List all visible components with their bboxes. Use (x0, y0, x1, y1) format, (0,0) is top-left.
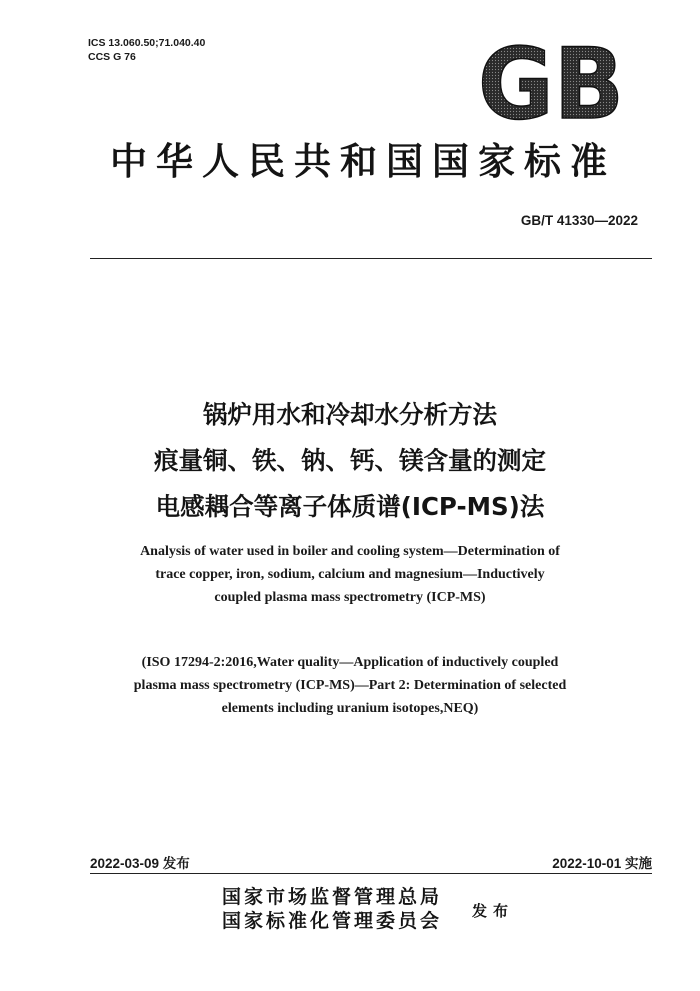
gb-logo (476, 38, 626, 124)
iso-reference (50, 651, 650, 720)
ics-code: ICS 13.060.50;71.040.40 (88, 37, 206, 49)
iso-reference-line: (ISO 17294-2:2016,Water quality—Application of inductively coupled (141, 655, 559, 670)
issuer-samr: 国家市场监督管理总局 (222, 886, 443, 908)
issuing-authorities (222, 885, 442, 933)
chinese-title-line: 电感耦合等离子体质谱(ICP-MS)法 (155, 492, 545, 521)
ccs-code: CCS G 76 (88, 51, 136, 63)
classification-codes (88, 36, 205, 64)
implementation-date: 2022-10-01 实施 (552, 856, 652, 871)
english-title-line: trace copper, iron, sodium, calcium and magnesium—Inductively (155, 567, 545, 582)
date-row (90, 852, 652, 872)
issuer-sac: 国家标准化管理委员会 (222, 910, 443, 932)
english-title (60, 540, 640, 609)
iso-reference-line: elements including uranium isotopes,NEQ) (221, 701, 479, 716)
english-title-line: coupled plasma mass spectrometry (ICP-MS) (214, 590, 486, 605)
chinese-title-line: 痕量铜、铁、钠、钙、镁含量的测定 (154, 446, 546, 475)
header-divider (90, 258, 652, 259)
iso-reference-line: plasma mass spectrometry (ICP-MS)—Part 2: Determination of selected (133, 678, 567, 693)
english-title-line: Analysis of water used in boiler and cooling system—Determination of (140, 544, 560, 559)
chinese-title (60, 392, 640, 530)
national-standard-title: 中华人民共和国国家标准 (110, 139, 616, 183)
footer-divider (90, 873, 652, 874)
chinese-title-line: 锅炉用水和冷却水分析方法 (203, 400, 497, 429)
issue-date: 2022-03-09 发布 (90, 856, 190, 871)
issue-label: 发布 (472, 902, 515, 920)
gb-logo-text: GB (478, 38, 624, 124)
standard-number: GB/T 41330—2022 (520, 213, 638, 228)
